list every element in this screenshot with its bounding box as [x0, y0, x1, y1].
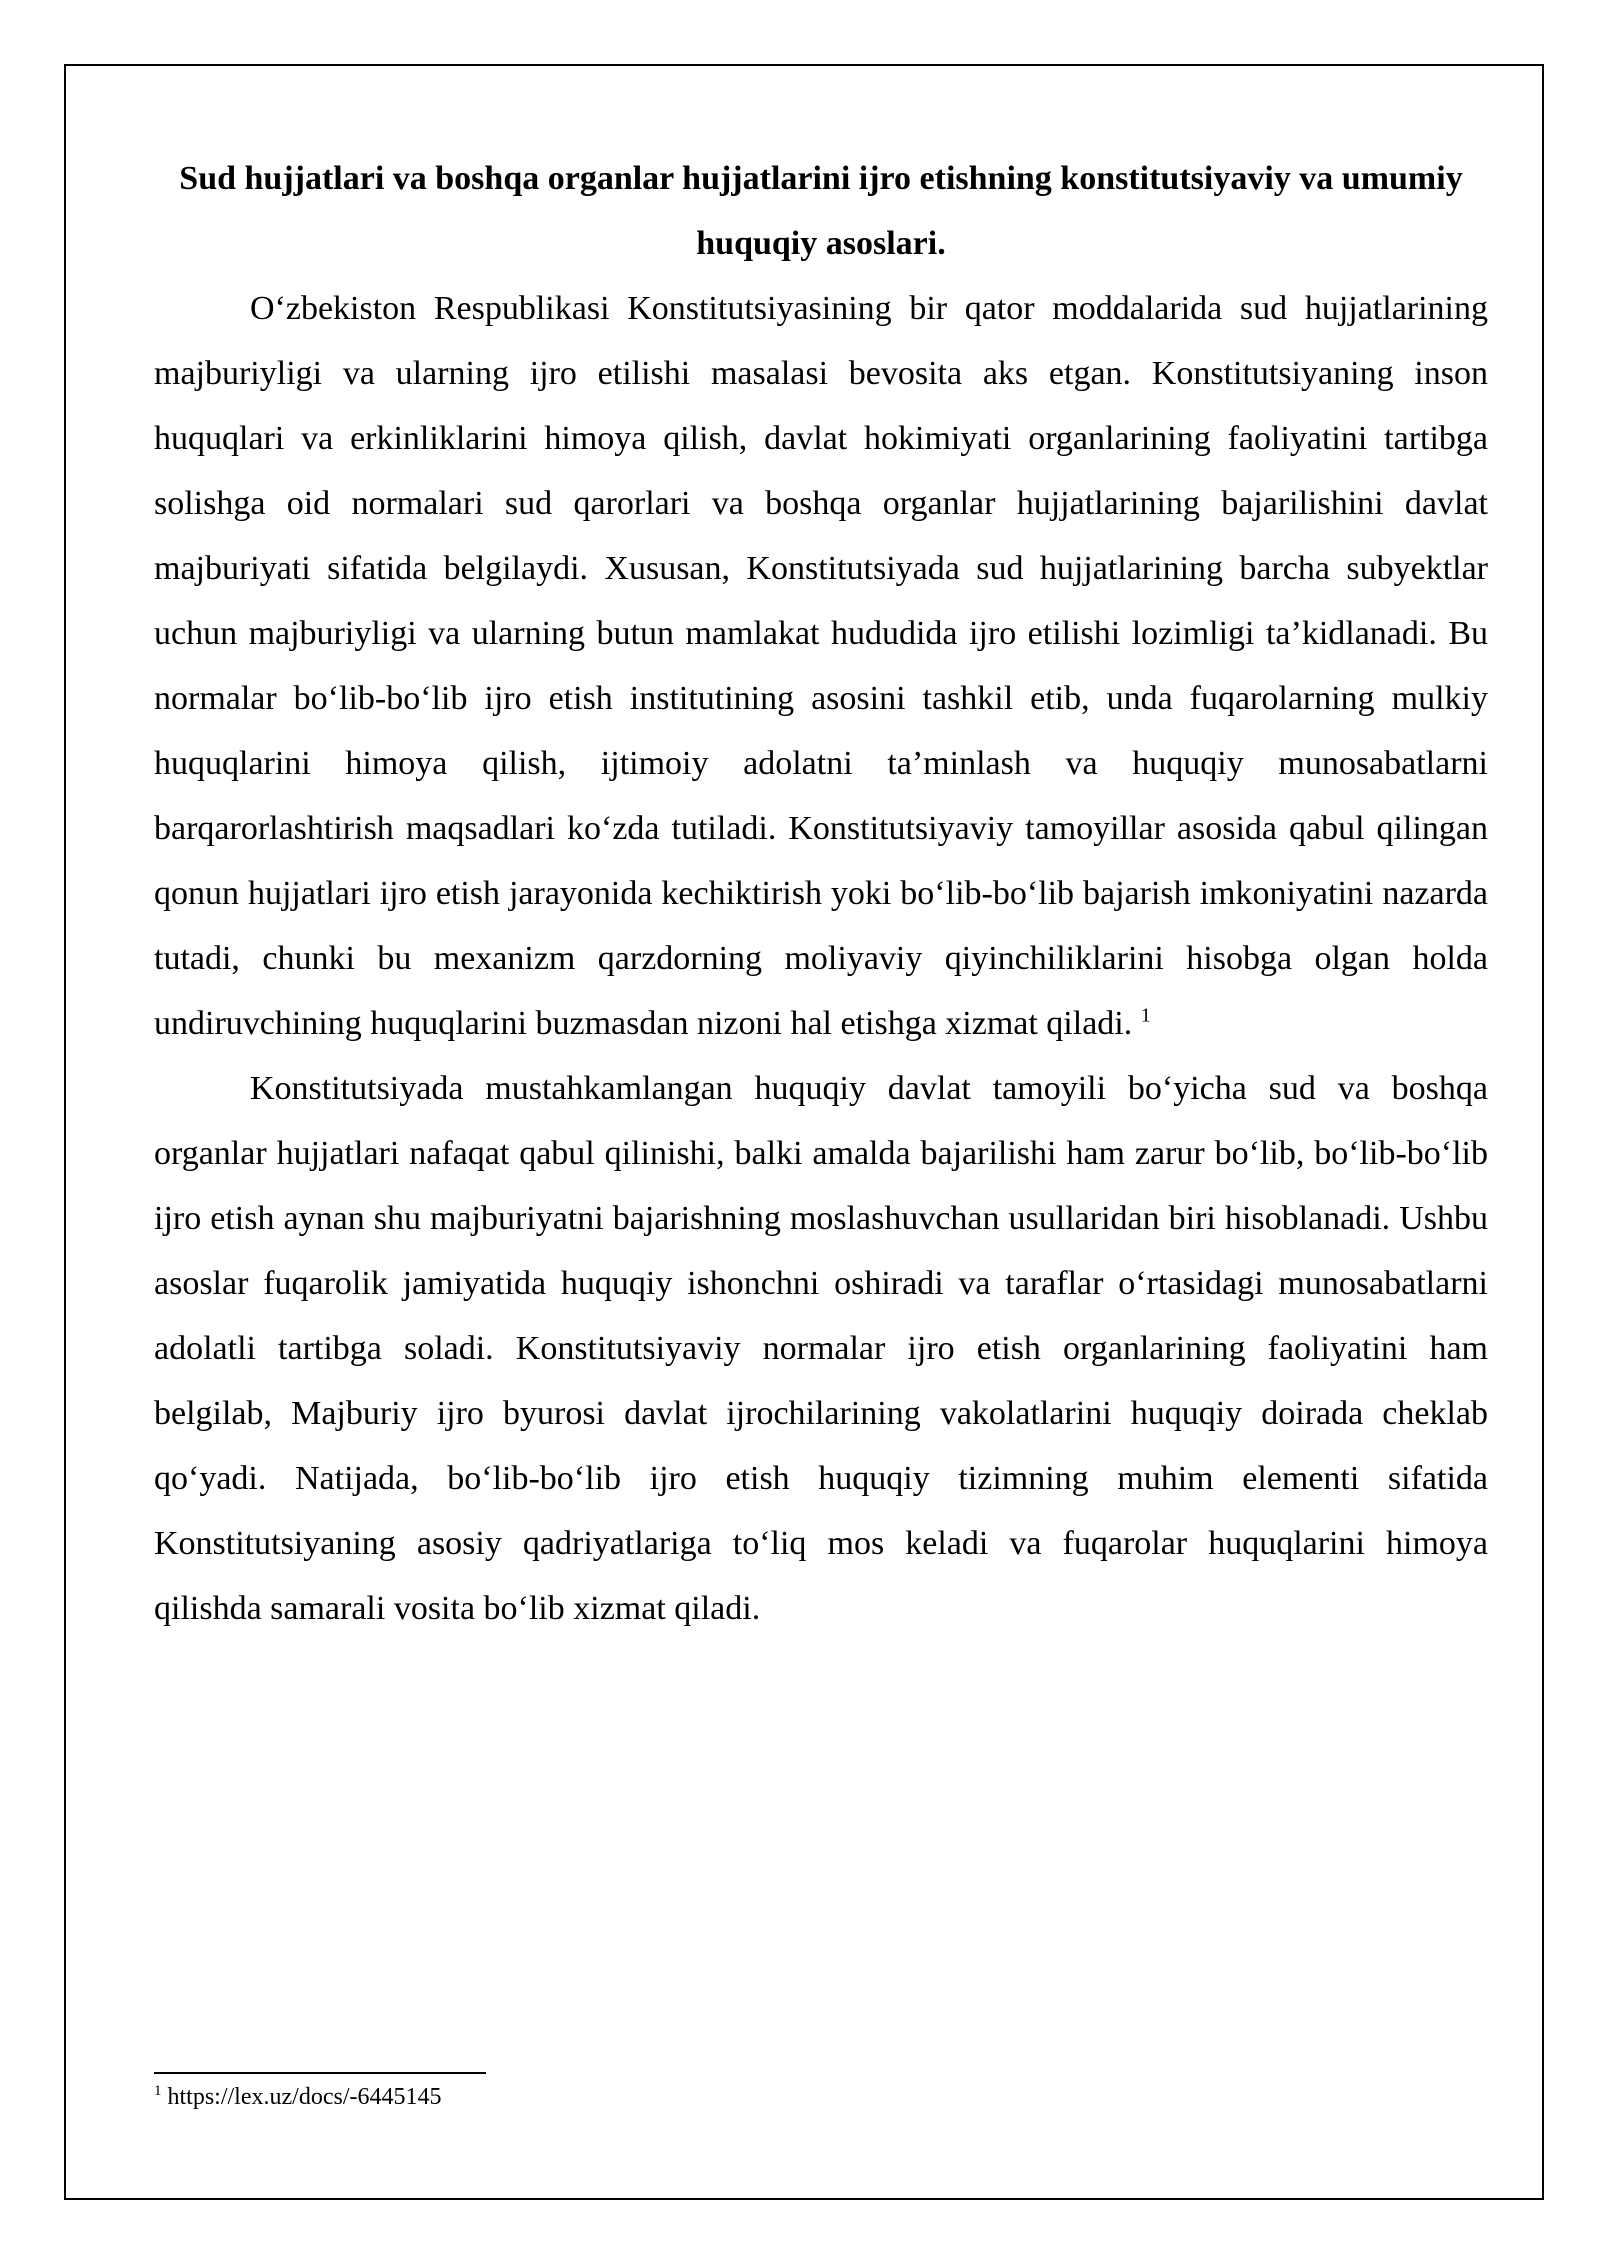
- footnote-link[interactable]: https://lex.uz/docs/-6445145: [167, 2084, 442, 2110]
- paragraph-1: [154, 276, 1488, 1056]
- document-body: [154, 146, 1488, 1641]
- footnote-number: 1: [154, 2083, 162, 2099]
- footnote-reference[interactable]: 1: [1140, 1004, 1151, 1027]
- footnote: [154, 2082, 854, 2112]
- document-title: Sud hujjatlari va boshqa organlar hujjatlarini ijro etishning konstitutsiyaviy va umumiy huquqiy asoslari.: [179, 160, 1463, 262]
- paragraph-1-text: O‘zbekiston Respublikasi Konstitutsiyasining bir qator moddalarida sud hujjatlarining majburiyligi va ularning ijro etilishi masalasi bevosita aks etgan. Konstitutsiyaning inson huquqlari va erkinliklarini himoya qilish, davlat hokimiyati organlarining faoliyatini tartibga solishga oid normalari sud qarorlari va boshqa organlar hujjatlarining bajarilishini davlat majburiyati sifatida belgilaydi. Xususan, Konstitutsiyada sud hujjatlarining barcha subyektlar uchun majburiyligi va ularning butun mamlakat hududida ijro etilishi lozimligi ta’kidlanadi. Bu normalar bo‘lib-bo‘lib ijro etish institutining asosini tashkil etib, unda fuqarolarning mulkiy huquqlarini himoya qilish, ijtimoiy adolatni ta’minlash va huquqiy munosabatlarni barqarorlashtirish maqsadlari ko‘zda tutiladi. Konstitutsiyaviy tamoyillar asosida qabul qilingan qonun hujjatlari ijro etish jarayonida kechiktirish yoki bo‘lib-bo‘lib bajarish imkoniyatini nazarda tutadi, chunki bu mexanizm qarzdorning moliyaviy qiyinchiliklarini hisobga olgan holda undiruvchining huquqlarini buzmasdan nizoni hal etishga xizmat qiladi.: [154, 290, 1488, 1042]
- paragraph-2: Konstitutsiyada mustahkamlangan huquqiy davlat tamoyili bo‘yicha sud va boshqa organlar hujjatlari nafaqat qabul qilinishi, balki amalda bajarilishi ham zarur bo‘lib, bo‘lib-bo‘lib ijro etish aynan shu majburiyatni bajarishning moslashuvchan usullaridan biri hisoblanadi. Ushbu asoslar fuqarolik jamiyatida huquqiy ishonchni oshiradi va taraflar o‘rtasidagi munosabatlarni adolatli tartibga soladi. Konstitutsiyaviy normalar ijro etish organlarining faoliyatini ham belgilab, Majburiy ijro byurosi davlat ijrochilarining vakolatlarini huquqiy doirada cheklab qo‘yadi. Natijada, bo‘lib-bo‘lib ijro etish huquqiy tizimning muhim elementi sifatida Konstitutsiyaning asosiy qadriyatlariga to‘liq mos keladi va fuqarolar huquqlarini himoya qilishda samarali vosita bo‘lib xizmat qiladi.: [154, 1070, 1488, 1627]
- footnote-separator: [154, 2072, 486, 2074]
- footnote-area: [154, 2072, 854, 2112]
